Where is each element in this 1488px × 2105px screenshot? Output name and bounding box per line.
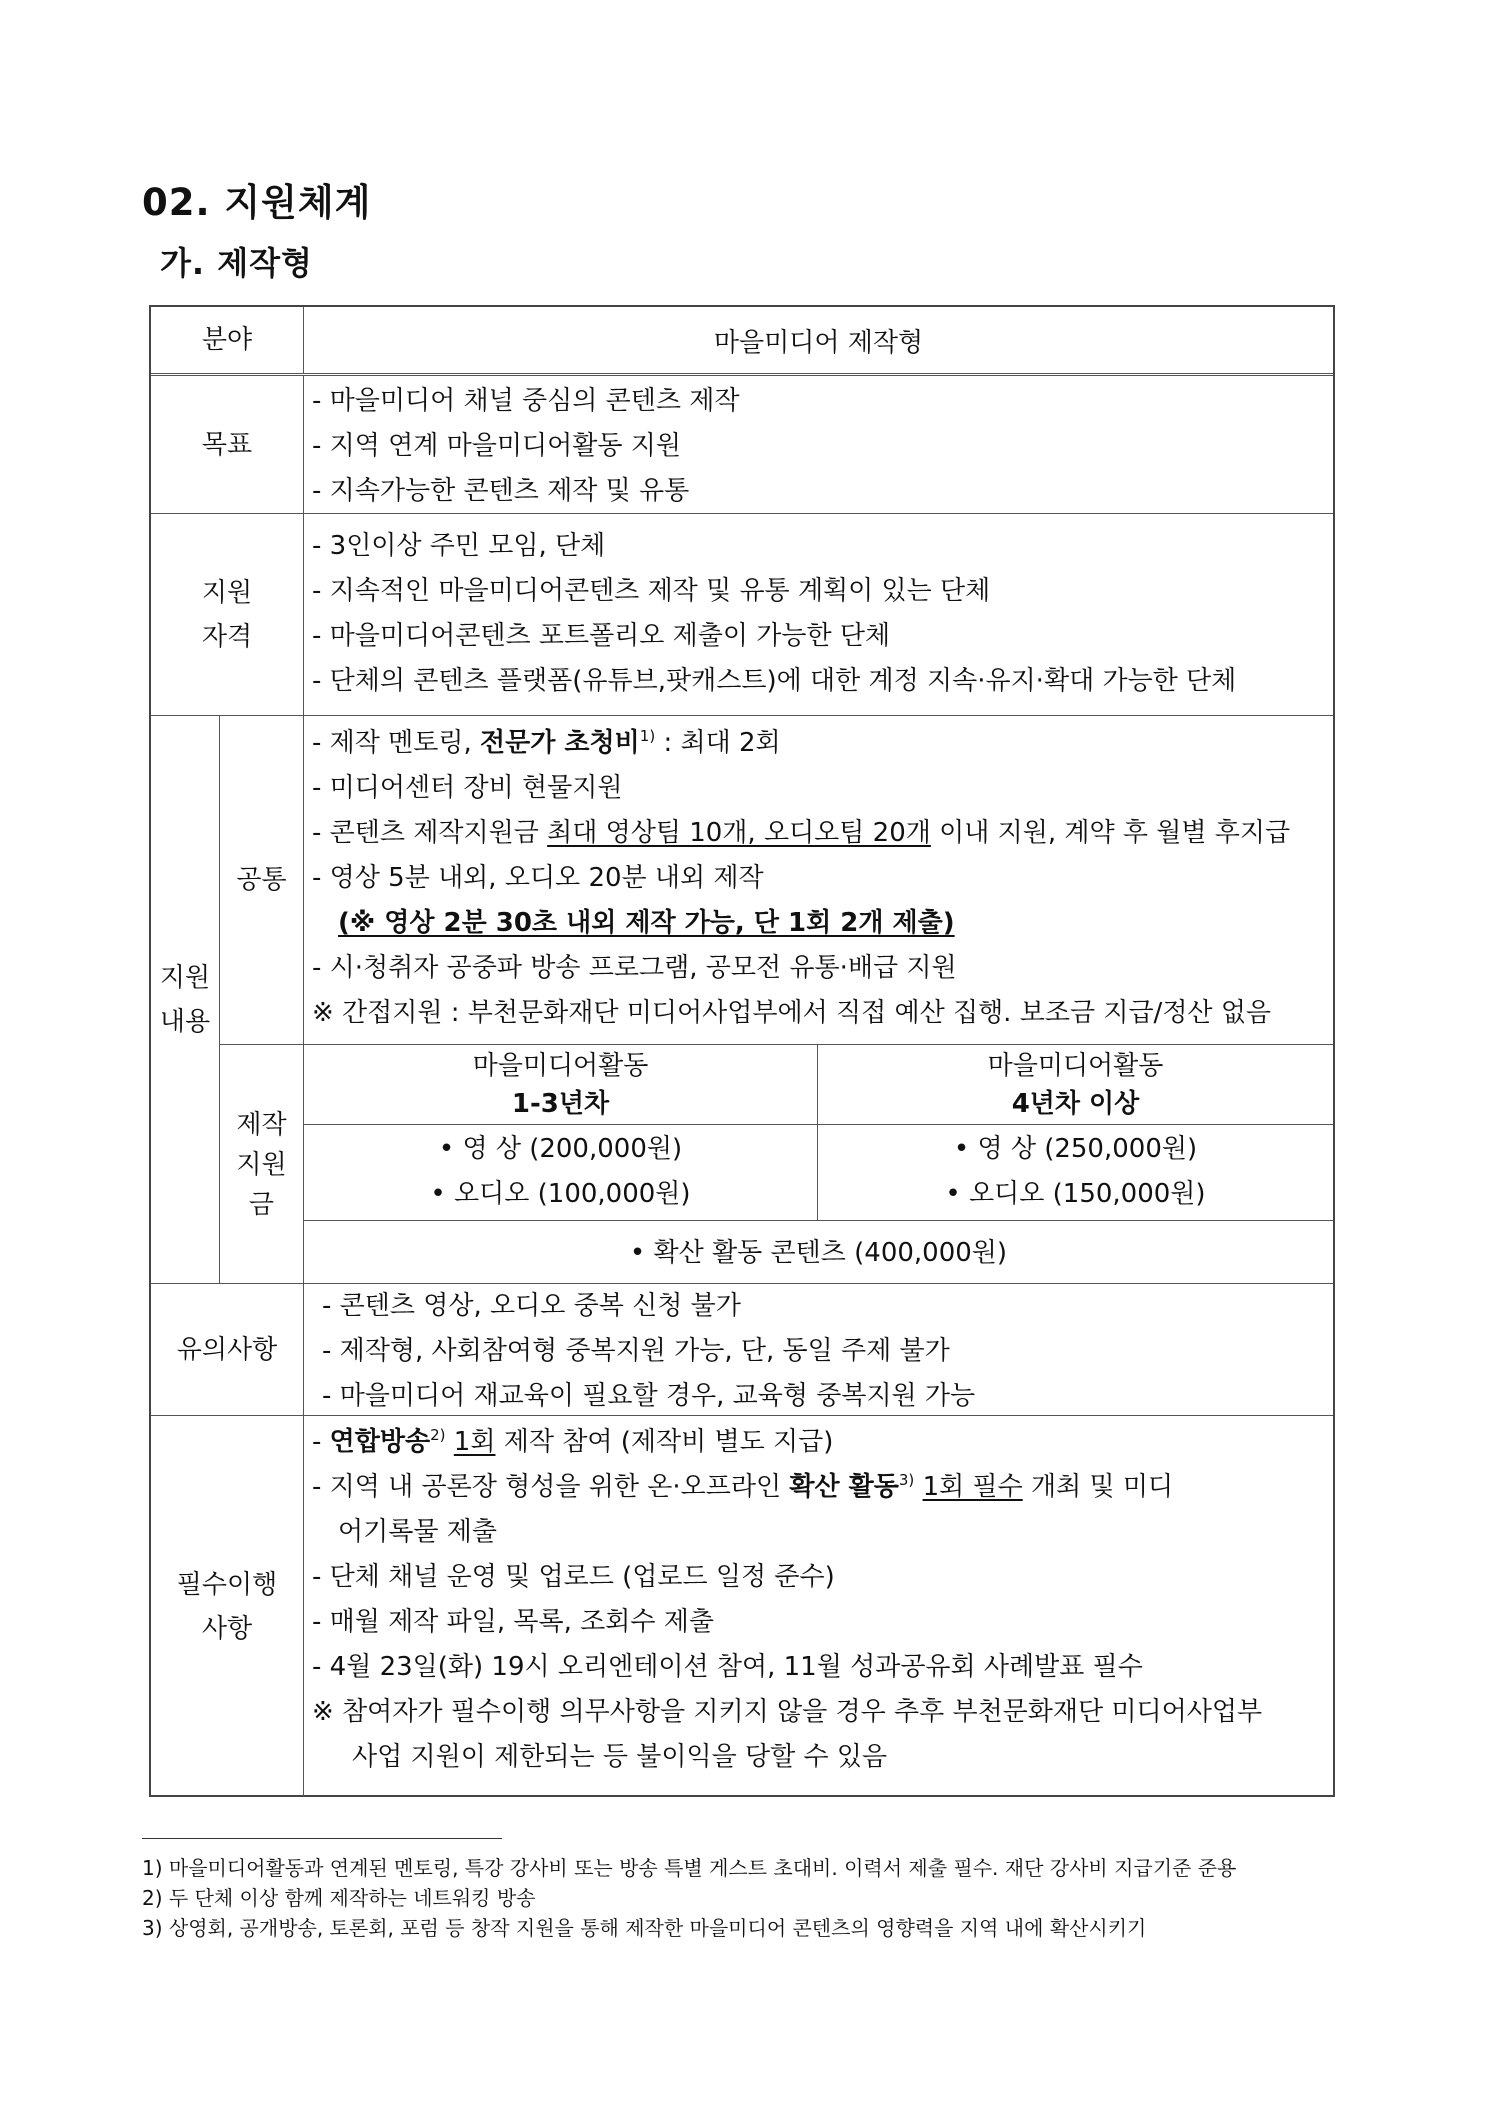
qualification-row: [151, 513, 1333, 715]
notes-line: - 제작형, 사회참여형 중복지원 가능, 단, 동일 주제 불가: [322, 1336, 950, 1366]
goal-line: - 마을미디어 채널 중심의 콘텐츠 제작: [312, 386, 740, 416]
common-line: - 시·청취자 공중파 방송 프로그램, 공모전 유통·배급 지원: [312, 953, 957, 983]
qualification-line: - 마을미디어콘텐츠 포트폴리오 제출이 가능한 단체: [312, 621, 891, 651]
qualification-line: - 3인이상 주민 모임, 단체: [312, 531, 606, 561]
goal-line: - 지역 연계 마을미디어활동 지원: [312, 431, 681, 461]
notes-line: - 콘텐츠 영상, 오디오 중복 신청 불가: [322, 1291, 741, 1321]
required-line-cont: 사업 지원이 제한되는 등 불이익을 당할 수 있음: [352, 1742, 888, 1772]
goal-row: [151, 373, 1333, 513]
funding-col1-amounts: • 영 상 (200,000원) • 오디오 (100,000원): [304, 1125, 818, 1221]
required-line: - 지역 내 공론장 형성을 위한 온·오프라인 확산 활동$^{3)}$ 1회 필수 개최 및 미디: [312, 1471, 1174, 1502]
common-line: - 영상 5분 내외, 오디오 20분 내외 제작: [312, 863, 764, 893]
table-header-row: [151, 307, 1333, 373]
notes-row: [151, 1283, 1333, 1415]
footnote-1: 1) 마을미디어활동과 연계된 멘토링, 특강 강사비 또는 방송 특별 게스트 초대비. 이력서 제출 필수. 재단 강사비 지급기준 준용: [142, 1856, 1237, 1880]
required-line: - 단체 채널 운영 및 업로드 (업로드 일정 준수): [312, 1562, 835, 1592]
funding-col2-amounts: • 영 상 (250,000원) • 오디오 (150,000원): [818, 1125, 1333, 1221]
notes-label: 유의사항: [151, 1284, 304, 1415]
common-line: ※ 간접지원 : 부천문화재단 미디어사업부에서 직접 예산 집행. 보조금 지급/정산 없음: [312, 998, 1272, 1028]
common-line: - 미디어센터 장비 현물지원: [312, 773, 623, 803]
common-label: 공통: [219, 716, 304, 1044]
subsection-heading: 가. 제작형: [160, 244, 313, 282]
notes-line: - 마을미디어 재교육이 필요할 경우, 교육형 중복지원 가능: [322, 1381, 976, 1411]
support-content-row: [151, 715, 1333, 1283]
required-row: [151, 1415, 1333, 1797]
required-line: ※ 참여자가 필수이행 의무사항을 지키지 않을 경우 추후 부천문화재단 미디어사업부: [312, 1697, 1263, 1727]
required-line: - 매월 제작 파일, 목록, 조회수 제출: [312, 1607, 715, 1637]
required-line: - 4월 23일(화) 19시 오리엔테이션 참여, 11월 성과공유회 사례발표 필수: [312, 1652, 1143, 1682]
common-line: - 제작 멘토링, 전문가 초청비$^{1)}$ : 최대 2회: [312, 727, 781, 758]
qualification-line: - 지속적인 마을미디어콘텐츠 제작 및 유통 계획이 있는 단체: [312, 576, 991, 606]
common-line-emphasis: (※ 영상 2분 30초 내외 제작 가능, 단 1회 2개 제출): [338, 908, 955, 938]
common-line: - 콘텐츠 제작지원금 최대 영상팀 10개, 오디오팀 20개 이내 지원, 계약 후 월별 후지급: [312, 818, 1291, 848]
footnote-2: 2) 두 단체 이상 함께 제작하는 네트워킹 방송: [142, 1886, 536, 1910]
required-line: - 연합방송$^{2)}$ 1회 제작 참여 (제작비 별도 지급): [312, 1426, 834, 1457]
required-line-cont: 어기록물 제출: [338, 1517, 497, 1547]
footnote-3: 3) 상영회, 공개방송, 토론회, 포럼 등 창작 지원을 통해 제작한 마을미디어 콘텐츠의 영향력을 지역 내에 확산시키기: [142, 1916, 1147, 1940]
support-system-table: [149, 305, 1335, 1797]
qualification-line: - 단체의 콘텐츠 플랫폼(유튜브,팟캐스트)에 대한 계정 지속·유지·확대 가능한 단체: [312, 666, 1237, 696]
header-value: 마을미디어 제작형: [713, 327, 924, 358]
footnote-divider: [142, 1838, 502, 1839]
funding-col2-header: 마을미디어활동 4년차 이상: [818, 1045, 1333, 1125]
funding-expansion: • 확산 활동 콘텐츠 (400,000원): [629, 1238, 1008, 1268]
funding-label: 제작 지원 금: [219, 1044, 304, 1284]
support-content-label: 지원 내용: [159, 962, 211, 1037]
funding-grid: [304, 1044, 1333, 1284]
required-label: 필수이행 사항: [151, 1416, 304, 1797]
goal-line: - 지속가능한 콘텐츠 제작 및 유통: [312, 476, 690, 506]
header-label: 분야: [151, 307, 304, 373]
qualification-label: 지원 자격: [151, 514, 304, 715]
common-content: [304, 716, 1333, 1044]
goal-label: 목표: [151, 376, 304, 513]
section-heading: 02. 지원체계: [142, 181, 372, 224]
funding-col1-header: 마을미디어활동 1-3년차: [304, 1045, 818, 1125]
